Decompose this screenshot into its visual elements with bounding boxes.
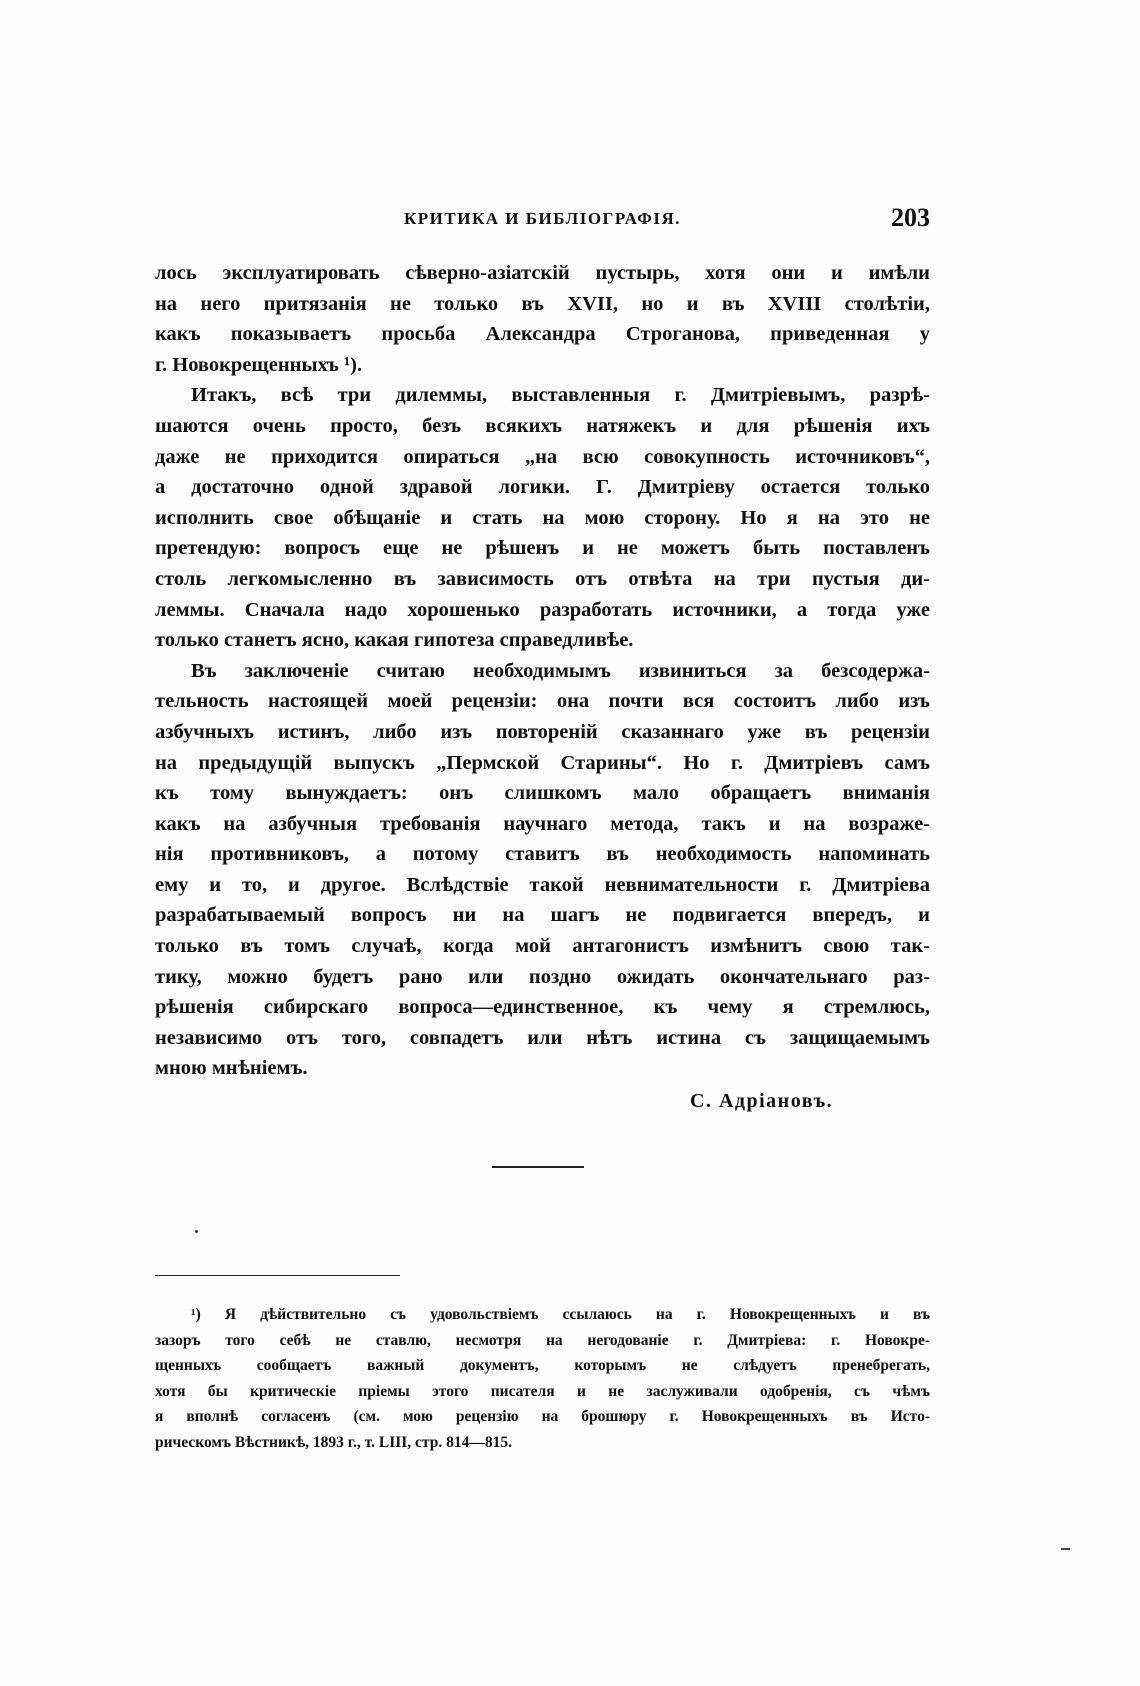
margin-mark: [1061, 1548, 1070, 1550]
text-line: тику, можно будетъ рано или поздно ожидать окончательнаго раз-: [155, 965, 930, 988]
running-head: КРИТИКА И БИБЛІОГРАФІЯ.: [403, 209, 682, 228]
text-line: даже не приходится опираться „на всю совокупность источниковъ“,: [155, 445, 930, 468]
text-line: шаются очень просто, безъ всякихъ натяжекъ и для рѣшенія ихъ: [155, 414, 930, 437]
text-line: а достаточно одной здравой логики. Г. Дмитріеву остается только: [155, 476, 930, 499]
print-speck: [195, 1230, 198, 1233]
footnote-line: я вполнѣ согласенъ (см. мою рецензію на брошюру г. Новокрещенныхъ въ Исто-: [155, 1408, 930, 1425]
text-line: какъ показываетъ просьба Александра Строганова, приведенная у: [155, 323, 930, 346]
text-line: тельность настоящей моей рецензіи: она почти вся состоитъ либо изъ: [155, 690, 930, 713]
footnote-line: зазоръ того себѣ не ставлю, несмотря на негодованіе г. Дмитріева: г. Новокре-: [155, 1331, 930, 1349]
section-end-rule: [492, 1166, 584, 1168]
footnote-separator: [155, 1275, 400, 1276]
text-line: на него притязанія не только въ XVII, но и въ XVIII столѣтіи,: [155, 292, 930, 315]
text-line: нія противниковъ, а потому ставитъ въ необходимость напоминать: [155, 843, 930, 866]
text-line: рѣшенія сибирскаго вопроса—единственное, къ чему я стремлюсь,: [155, 996, 930, 1019]
text-line: независимо отъ того, совпадетъ или нѣтъ истина съ защищаемымъ: [155, 1026, 930, 1049]
text-line: только станетъ ясно, какая гипотеза справедливѣе.: [155, 629, 634, 652]
paragraph-first-line: Въ заключеніе считаю необходимымъ извиниться за безсодержа-: [191, 659, 930, 682]
text-line: только въ томъ случаѣ, когда мой антагонистъ измѣнитъ свою так-: [155, 935, 930, 958]
footnote-line: ¹) Я дѣйствительно съ удовольствіемъ ссылаюсь на г. Новокрещенныхъ и въ: [191, 1306, 930, 1323]
page-header: [155, 203, 930, 239]
paragraph-first-line: Итакъ, всѣ три дилеммы, выставленныя г. Дмитріевымъ, разрѣ-: [191, 384, 930, 407]
text-line: разрабатываемый вопросъ ни на шагъ не подвигается впередъ, и: [155, 904, 930, 927]
body-text: [155, 258, 930, 1084]
text-line: претендую: вопросъ еще не рѣшенъ и не можетъ быть поставленъ: [155, 537, 930, 560]
text-line: исполнить свое обѣщаніе и стать на мою сторону. Но я на это не: [155, 506, 930, 529]
footnote-line: рическомъ Вѣстникѣ, 1893 г., т. LIII, стр. 814—815.: [155, 1433, 512, 1451]
text-line: столь легкомысленно въ зависимость отъ отвѣта на три пустыя ди-: [155, 567, 930, 590]
text-line: мною мнѣніемъ.: [155, 1057, 308, 1080]
text-line: на предыдущій выпускъ „Пермской Старины“. Но г. Дмитріевъ самъ: [155, 751, 930, 774]
text-line: г. Новокрещенныхъ ¹).: [155, 353, 363, 376]
footnote-line: хотя бы критическіе пріемы этого писателя и не заслуживали одобренія, съ чѣмъ: [155, 1382, 930, 1400]
text-line: ему и то, и другое. Вслѣдствіе такой невнимательности г. Дмитріева: [155, 873, 930, 896]
page-number: 203: [891, 203, 930, 232]
text-line: азбучныхъ истинъ, либо изъ повтореній сказаннаго уже въ рецензіи: [155, 720, 930, 743]
text-line: лось эксплуатировать сѣверно-азіатскій пустырь, хотя они и имѣли: [155, 262, 930, 284]
text-line: къ тому вынуждаетъ: онъ слишкомъ мало обращаетъ вниманія: [155, 782, 930, 805]
author-signature: С. Адріановъ.: [690, 1090, 834, 1112]
footnote: [155, 1302, 930, 1455]
text-line: какъ на азбучныя требованія научнаго метода, такъ и на возраже-: [155, 812, 930, 835]
footnote-line: щенныхъ сообщаетъ важный документъ, которымъ не слѣдуетъ пренебрегать,: [155, 1357, 930, 1374]
text-line: леммы. Сначала надо хорошенько разработать источники, а тогда уже: [155, 598, 930, 621]
